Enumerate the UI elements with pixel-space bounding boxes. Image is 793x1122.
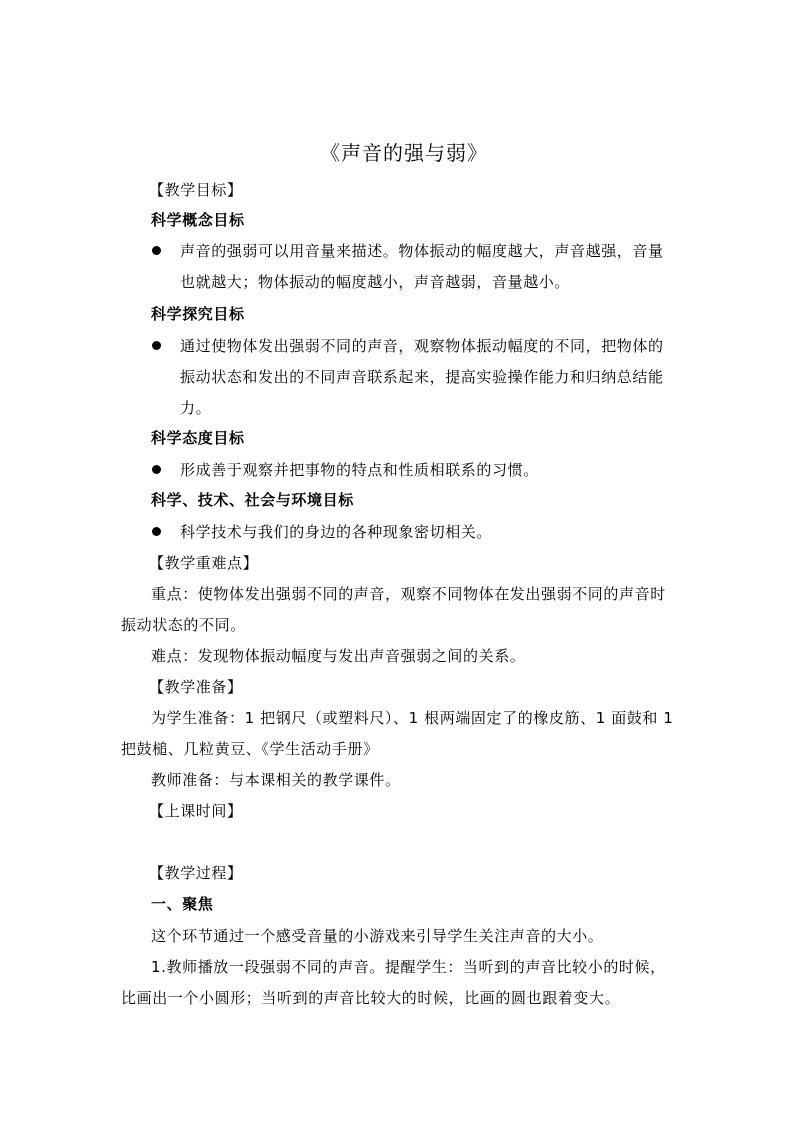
keypoints-heading: 【教学重难点】 [149,554,259,572]
focus-intro: 这个环节通过一个感受音量的小游戏来引导学生关注声音的大小。 [151,927,604,945]
concept-goal-line-2: 也就越大；物体振动的幅度越小，声音越弱，音量越小。 [180,273,571,291]
stse-goal-heading: 科学、技术、社会与环境目标 [151,491,354,509]
concept-goal-line-1: 声音的强弱可以用音量来描述。物体振动的幅度越大，声音越强，音量 [180,242,664,260]
page-title: 《声音的强与弱》 [320,141,488,165]
step1-line-1: 1.教师播放一段强弱不同的声音。提醒学生：当听到的声音比较小的时候， [151,958,666,976]
inquiry-goal-line-1: 通过使物体发出强弱不同的声音，观察物体振动幅度的不同，把物体的 [180,337,664,355]
goals-heading: 【教学目标】 [149,181,243,199]
prep-heading: 【教学准备】 [149,678,243,696]
student-prep-line-1: 为学生准备：1 把钢尺（或塑料尺）、1 根两端固定了的橡皮筋、1 面鼓和 1 [151,709,674,727]
attitude-goal-line-1: 形成善于观察并把事物的特点和性质相联系的习惯。 [180,461,539,479]
bullet-icon [152,527,161,536]
step1-line-2: 比画出一个小圆形；当听到的声音比较大的时候，比画的圆也跟着变大。 [121,989,621,1007]
attitude-goal-heading: 科学态度目标 [151,429,245,447]
process-heading: 【教学过程】 [149,864,243,882]
bullet-icon [152,341,161,350]
concept-goal-heading: 科学概念目标 [151,211,245,229]
class-time-heading: 【上课时间】 [149,802,243,820]
stse-goal-line-1: 科学技术与我们的身边的各种现象密切相关。 [180,523,493,541]
keypoint-line-2: 振动状态的不同。 [121,616,246,634]
inquiry-goal-line-3: 力。 [180,399,212,417]
bullet-icon [152,465,161,474]
keypoint-line-1: 重点：使物体发出强弱不同的声音，观察不同物体在发出强弱不同的声音时 [151,585,666,603]
inquiry-goal-heading: 科学探究目标 [151,305,245,323]
section-focus-heading: 一、聚焦 [151,895,214,913]
inquiry-goal-line-2: 振动状态和发出的不同声音联系起来，提高实验操作能力和归纳总结能 [180,368,664,386]
teacher-prep-line: 教师准备：与本课相关的教学课件。 [151,771,401,789]
difficulty-line: 难点：发现物体振动幅度与发出声音强弱之间的关系。 [151,647,526,665]
bullet-icon [152,246,161,255]
student-prep-line-2: 把鼓槌、几粒黄豆、《学生活动手册》 [121,740,379,758]
